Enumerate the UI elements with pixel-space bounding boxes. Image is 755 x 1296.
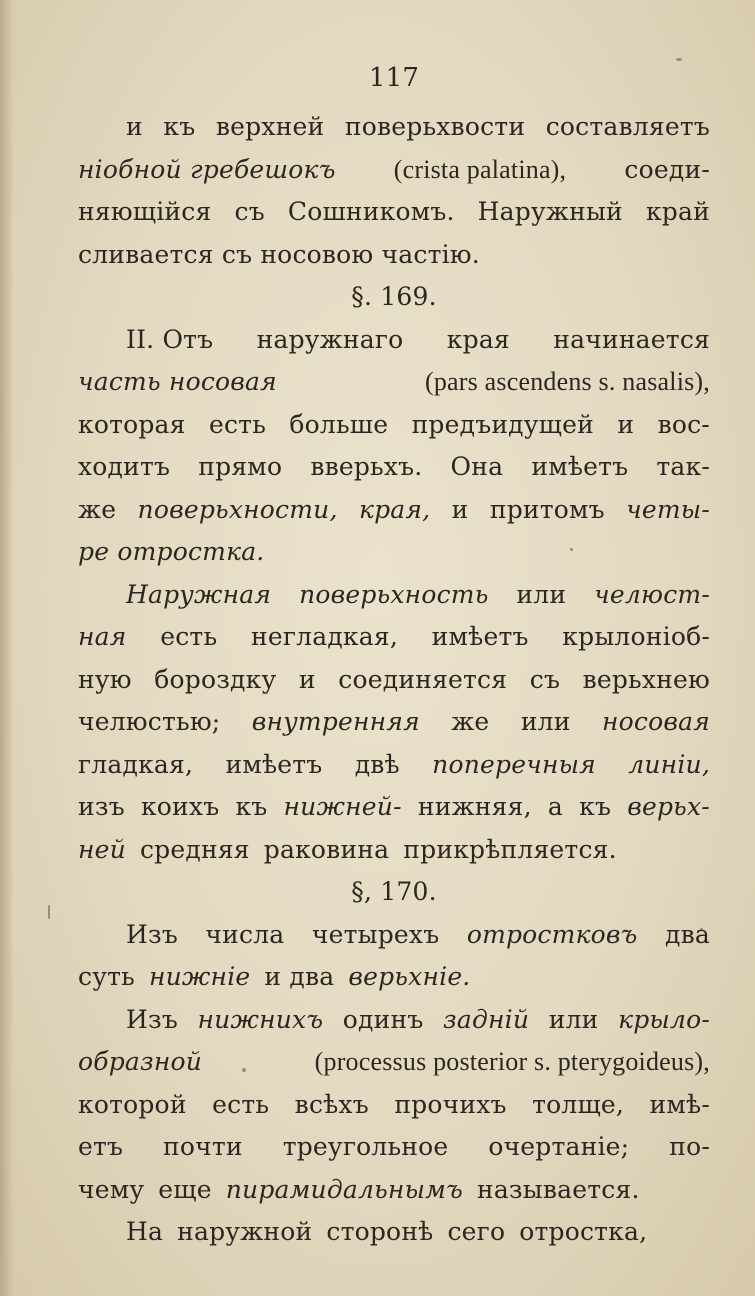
word: чему xyxy=(78,1174,145,1204)
word: четырехъ xyxy=(311,919,440,949)
text-line xyxy=(78,106,710,149)
word: негладкая, xyxy=(250,622,398,651)
text-line xyxy=(78,956,710,999)
word: или xyxy=(520,707,571,736)
text-line xyxy=(78,319,710,362)
word: два xyxy=(665,919,710,949)
italic-term: задній xyxy=(443,1004,530,1034)
text-line xyxy=(78,489,710,532)
word: начинается xyxy=(553,324,710,354)
word: наружной xyxy=(177,1217,313,1246)
text-line xyxy=(78,191,710,234)
word: еще xyxy=(158,1174,212,1204)
word: етъ xyxy=(78,1132,124,1161)
italic-term: поперечныя xyxy=(432,749,596,779)
word: и xyxy=(298,664,316,694)
word: ходитъ xyxy=(78,452,171,481)
section-heading: §. 169. xyxy=(351,282,437,311)
word: изъ xyxy=(78,792,125,821)
word: больше xyxy=(289,409,389,439)
word: прочихъ xyxy=(394,1089,507,1119)
word: же xyxy=(451,707,490,736)
italic-term: ная xyxy=(78,622,127,651)
word: нижняя, xyxy=(417,792,532,821)
word: На xyxy=(126,1217,164,1246)
word: гладкая, xyxy=(78,749,194,779)
word: прикрѣпляется. xyxy=(403,834,617,864)
italic-term: часть носовая xyxy=(78,367,277,396)
word: сливается съ носовою частію. xyxy=(78,239,480,269)
text-line xyxy=(78,744,710,787)
text-blocks xyxy=(78,106,710,1254)
word: раковина xyxy=(263,834,390,864)
text-line xyxy=(78,1126,710,1169)
word: верхней xyxy=(215,112,325,141)
text-line xyxy=(78,574,710,617)
word: наружнаго xyxy=(256,324,404,354)
word: къ xyxy=(579,792,612,821)
italic-term: верьхніе. xyxy=(348,962,471,991)
text-line xyxy=(78,361,710,404)
word: а xyxy=(547,792,563,821)
text-line xyxy=(78,1211,710,1254)
section-heading: §, 170. xyxy=(351,877,437,906)
word: очертаніе; xyxy=(488,1132,630,1161)
italic-term: внутренняя xyxy=(251,707,420,736)
text-line xyxy=(78,404,710,447)
word: суть xyxy=(78,962,135,991)
word: составляетъ xyxy=(545,112,710,141)
word: къ xyxy=(163,112,196,141)
word: треугольное xyxy=(282,1132,449,1161)
word: ную xyxy=(78,664,132,694)
word: вос- xyxy=(657,409,710,439)
binding-shadow xyxy=(0,0,14,1296)
text-line xyxy=(78,786,710,829)
word: сего xyxy=(447,1217,506,1246)
italic-term: Наружная xyxy=(126,579,272,609)
word: соединяется xyxy=(338,664,508,694)
text-line xyxy=(78,149,710,192)
word: всѣхъ xyxy=(294,1089,369,1119)
italic-term: нижніе xyxy=(148,962,251,991)
text-line xyxy=(78,234,710,277)
text-line xyxy=(78,914,710,957)
word: имѣетъ xyxy=(431,622,529,651)
word: и xyxy=(451,494,469,524)
word: же xyxy=(78,494,117,524)
word: сторонѣ xyxy=(326,1217,434,1246)
latin-term: (pars ascendens s. nasalis), xyxy=(424,367,710,396)
text-line xyxy=(78,701,710,744)
word: Она xyxy=(450,452,504,481)
word: II. Отъ xyxy=(126,324,214,354)
page-number: 117 xyxy=(368,63,420,93)
word: есть xyxy=(208,409,267,439)
word: есть xyxy=(160,622,218,651)
italic-term: пирамидальнымъ xyxy=(225,1174,463,1204)
word: бороздку xyxy=(154,664,277,694)
word: есть xyxy=(212,1089,270,1119)
text-line xyxy=(78,446,710,489)
word: двѣ xyxy=(354,749,400,779)
text-line xyxy=(78,1041,710,1084)
word: вверьхъ. xyxy=(310,452,423,481)
word: средняя xyxy=(139,834,250,864)
italic-term: носовая xyxy=(602,707,710,736)
word: Сошникомъ. xyxy=(287,197,455,226)
word: притомъ xyxy=(489,494,605,524)
italic-term: нижней- xyxy=(283,792,402,821)
word: почти xyxy=(163,1132,243,1161)
word: имѣетъ xyxy=(225,749,323,779)
italic-term: линіи, xyxy=(628,749,710,779)
word: съ xyxy=(234,197,265,226)
word: соеди- xyxy=(624,154,710,184)
text-line xyxy=(78,659,710,702)
word: называется. xyxy=(476,1174,640,1204)
word: съ xyxy=(529,664,561,694)
italic-term: ней xyxy=(78,834,126,864)
italic-term: нижнихъ xyxy=(197,1004,324,1034)
word: одинъ xyxy=(342,1004,424,1034)
book-text xyxy=(78,50,710,1254)
word: края xyxy=(446,324,510,354)
text-line xyxy=(78,1169,710,1212)
word: и xyxy=(126,112,143,141)
word: Изъ xyxy=(126,1004,178,1034)
text-line xyxy=(78,999,710,1042)
word: прямо xyxy=(198,452,283,481)
word: челюстью; xyxy=(78,707,221,736)
word: толще, xyxy=(532,1089,625,1119)
word: и xyxy=(617,409,635,439)
word: отростка, xyxy=(519,1217,648,1246)
word: край xyxy=(645,197,710,226)
text-line xyxy=(78,1084,710,1127)
word: так- xyxy=(656,452,710,481)
word: поверьхвости xyxy=(344,112,526,141)
word: числа xyxy=(205,919,285,949)
italic-term: челюст- xyxy=(594,579,710,609)
word: няющійся xyxy=(78,197,212,226)
word: имѣетъ xyxy=(531,452,629,481)
word: верьхнею xyxy=(582,664,710,694)
word: имѣ- xyxy=(649,1089,710,1119)
word: предъидущей xyxy=(411,409,594,439)
text-line xyxy=(78,616,710,659)
italic-term: края, xyxy=(358,494,431,524)
italic-term: крыло- xyxy=(618,1004,710,1034)
word: Изъ xyxy=(126,919,178,949)
italic-term: ніобной гребешокъ xyxy=(78,154,336,184)
word: Наружный xyxy=(477,197,623,226)
text-line xyxy=(78,531,710,574)
italic-term: верьх- xyxy=(627,792,710,821)
word: къ xyxy=(235,792,268,821)
word: крылоніоб- xyxy=(562,622,710,651)
italic-term: поверьхности, xyxy=(137,494,338,524)
word: коихъ xyxy=(140,792,220,821)
italic-term: четы- xyxy=(626,494,710,524)
latin-term: (crista palatina), xyxy=(393,154,567,184)
word: по- xyxy=(669,1132,710,1161)
text-line xyxy=(78,829,710,872)
latin-term: (processus posterior s. pterygoideus), xyxy=(314,1047,710,1076)
word: или xyxy=(548,1004,599,1034)
word: которая xyxy=(78,409,186,439)
italic-term: ре отростка. xyxy=(78,537,265,566)
italic-term: отростковъ xyxy=(466,919,638,949)
word: или xyxy=(516,579,567,609)
italic-term: поверьхность xyxy=(299,579,489,609)
word: и два xyxy=(264,962,335,991)
word: которой xyxy=(78,1089,187,1119)
italic-term: образной xyxy=(78,1047,203,1076)
